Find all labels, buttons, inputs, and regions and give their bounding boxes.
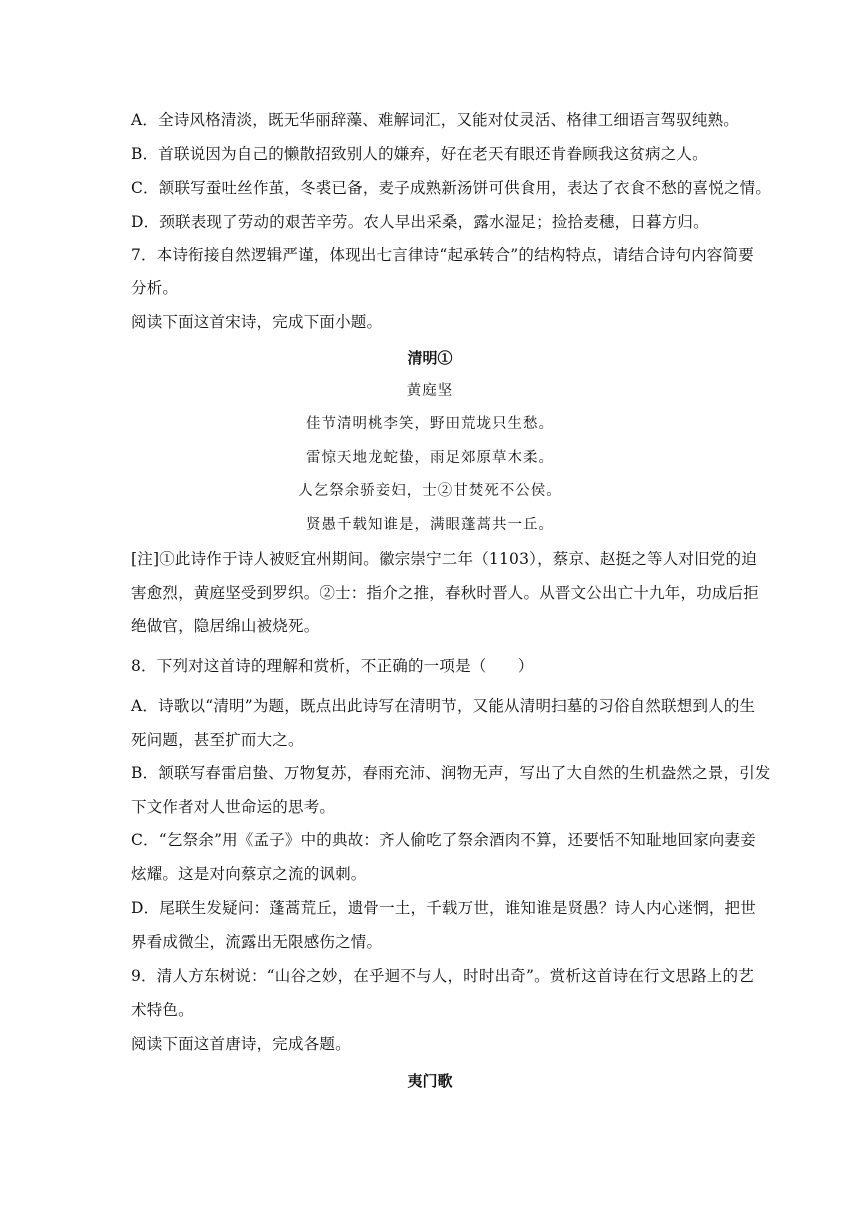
question-9: 9．清人方东树说：“山谷之妙，在乎迴不与人，时时出奇”。赏析这首诗在行文思路上的艺 [131,967,754,985]
question-8: 8．下列对这首诗的理解和赏析，不正确的一项是（ ） [131,657,534,675]
poem-verse: 贤愚千载知谁是，满眼蓬蒿共一丘。 [306,517,554,533]
question-8-option-b: B．颔联写春雷启蛰、万物复苏，春雨充沛、润物无声，写出了大自然的生机盎然之景，引发 [131,764,771,782]
question-8-option-b-cont: 下文作者对人世命运的思考。 [131,798,336,816]
reading-instruction: 阅读下面这首宋诗，完成下面小题。 [131,313,383,331]
question-8-option-c-cont: 炫耀。这是对向蔡京之流的讽刺。 [131,865,367,883]
question-8-option-a: A．诗歌以“清明”为题，既点出此诗写在清明节，又能从清明扫墓的习俗自然联想到人的生 [131,697,756,715]
option-a: A．全诗风格清淡，既无华丽辞藻、难解词汇，又能对仗灵活、格律工细语言驾驭纯熟。 [131,111,739,129]
poem-note: 绝做官，隐居绵山被烧死。 [131,617,320,635]
option-d: D．颈联表现了劳动的艰苦辛劳。农人早出采桑，露水湿足；捡拾麦穗，日暮方归。 [131,213,709,231]
poem-note: 害愈烈，黄庭坚受到罗织。②士：指介之推，春秋时晋人。从晋文公出亡十九年，功成后拒 [131,584,760,602]
poem-title: 清明① [407,349,453,367]
question-8-option-d: D．尾联生发疑问：蓬蒿荒丘，遗骨一土，千载万世，谁知谁是贤愚？诗人内心迷惘，把世 [131,899,756,917]
reading-instruction-2: 阅读下面这首唐诗，完成各题。 [131,1035,351,1053]
poem-verse: 人乞祭余骄妾妇，士②甘焚死不公侯。 [298,483,562,499]
question-9-cont: 术特色。 [131,1001,194,1019]
poem-2-title: 夷门歌 [407,1072,453,1090]
poem-verse: 雷惊天地龙蛇蛰，雨足郊原草木柔。 [306,450,554,466]
question-8-option-c: C．“乞祭余”用《孟子》中的典故：齐人偷吃了祭余酒肉不算，还要恬不知耻地回家向妻妾 [131,831,756,849]
question-7: 7．本诗衔接自然逻辑严谨，体现出七言律诗“起承转合”的结构特点，请结合诗句内容简要 [131,246,754,264]
option-c: C．颔联写蚕吐丝作茧，冬裘已备，麦子成熟新汤饼可供食用，表达了衣食不愁的喜悦之情。 [131,179,772,197]
question-7-cont: 分析。 [131,279,179,297]
option-b: B．首联说因为自己的懒散招致别人的嫌弃，好在老天有眼还肯眷顾我这贫病之人。 [131,145,708,163]
poem-verse: 佳节清明桃李笑，野田荒垅只生愁。 [306,416,554,432]
poem-author: 黄庭坚 [406,383,454,399]
poem-note: [注]①此诗作于诗人被贬宜州期间。徽宗崇宁二年（1103），蔡京、赵挺之等人对旧党的迫 [131,550,757,568]
question-8-option-a-cont: 死问题，甚至扩而大之。 [131,731,304,749]
question-8-option-d-cont: 界看成微尘，流露出无限感伤之情。 [131,933,383,951]
